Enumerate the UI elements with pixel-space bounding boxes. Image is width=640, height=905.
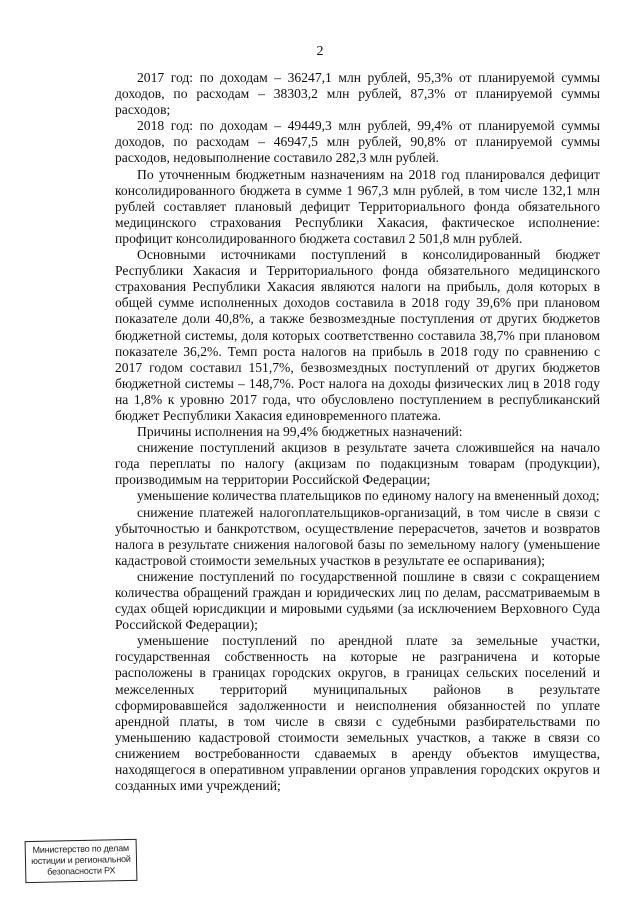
paragraph-reason-excise: снижение поступлений акцизов в результате зачета сложившейся на начало года переплаты по налогу (акцизам по подакцизным товарам (продукции), производимым на территории Российской Федерации; — [115, 440, 600, 488]
paragraph-reasons-heading: Причины исполнения на 99,4% бюджетных назначений: — [137, 424, 463, 440]
paragraph-reason-state-duty: снижение поступлений по государственной пошлине в связи с сокращением количества обращений граждан и юридических лиц по делам, рассматриваемым в судах общей юрисдикции и мировыми судьями (за исключением Верховного Суда Российской Федерации); — [115, 568, 600, 633]
stamp-line: безопасности РХ — [47, 865, 116, 877]
paragraph-revenue-sources: Основными источниками поступлений в консолидированный бюджет Республики Хакасия и Территориального фонда обязательного медицинского страхования Республики Хакасия являются налоги на прибыль, доля которых в общей сумме исполненных доходов составила в 2018 году 39,6% при плановом показателе доли 40,8%, а также безвозмездные поступления от других бюджетов бюджетной системы, доля которых соответственно составила 38,7% при плановом показателе 36,2%. Темп роста налогов на прибыль в 2018 году по сравнению с 2017 годом составил 151,7%, безвозмездных поступлений от других бюджетов бюджетной системы – 148,7%. Рост налога на доходы физических лиц в 2018 году на 1,8% к уровню 2017 года, что обусловлено поступлением в республиканский бюджет Республики Хакасия единовременного платежа. — [115, 247, 600, 423]
document-body — [115, 70, 600, 794]
paragraph-reason-organizations: снижение платежей налогоплательщиков-организаций, в том числе в связи с убыточностью и банкротством, осуществление перерасчетов, зачетов и возвратов налога в результате снижения налоговой базы по земельному налогу (уменьшение кадастровой стоимости земельных участков в результате ее оспаривания); — [115, 504, 600, 568]
page-number: 2 — [316, 44, 324, 59]
paragraph-reason-land-rent: уменьшение поступлений по арендной плате за земельные участки, государственная собственность на которые не разграничена и которые расположены в границах городских округов, в границах сельских поселений и межселенных территорий муниципальных районов в результате сформировавшейся задолженности и неисполнения обязанностей по уплате арендной платы, в том числе в связи с судебными разбирательствами по уменьшению кадастровой стоимости земельных участков, а также в связи со снижением востребованности сдаваемых в аренду объектов имущества, находящегося в оперативном управлении органов управления городских округов и созданных ими учреждений; — [115, 633, 600, 794]
paragraph-2018-summary: 2018 год: по доходам – 49449,3 млн рублей, 99,4% от планируемой суммы доходов, по расходам – 46947,5 млн рублей, 90,8% от планируемой суммы расходов, недовыполнение составило 282,3 млн рублей. — [115, 118, 600, 166]
ministry-stamp — [25, 839, 138, 883]
stamp-line: юстиции и региональной — [31, 853, 131, 867]
stamp-line: Министерство по делам — [32, 842, 130, 856]
paragraph-deficit-plan: По уточненным бюджетным назначениям на 2018 год планировался дефицит консолидированного бюджета в сумме 1 967,3 млн рублей, в том числе 132,1 млн рублей составляет плановый дефицит Территориального фонда обязательного медицинского страхования Республики Хакасия, фактическое исполнение: профицит консолидированного бюджета составил 2 501,8 млн рублей. — [115, 166, 600, 246]
paragraph-2017-summary: 2017 год: по доходам – 36247,1 млн рублей, 95,3% от планируемой суммы доходов, по расходам – 38303,2 млн рублей, 87,3% от планируемой суммы расходов; — [115, 70, 600, 118]
paragraph-reason-imputed-tax: уменьшение количества плательщиков по единому налогу на вмененный доход; — [137, 488, 600, 504]
